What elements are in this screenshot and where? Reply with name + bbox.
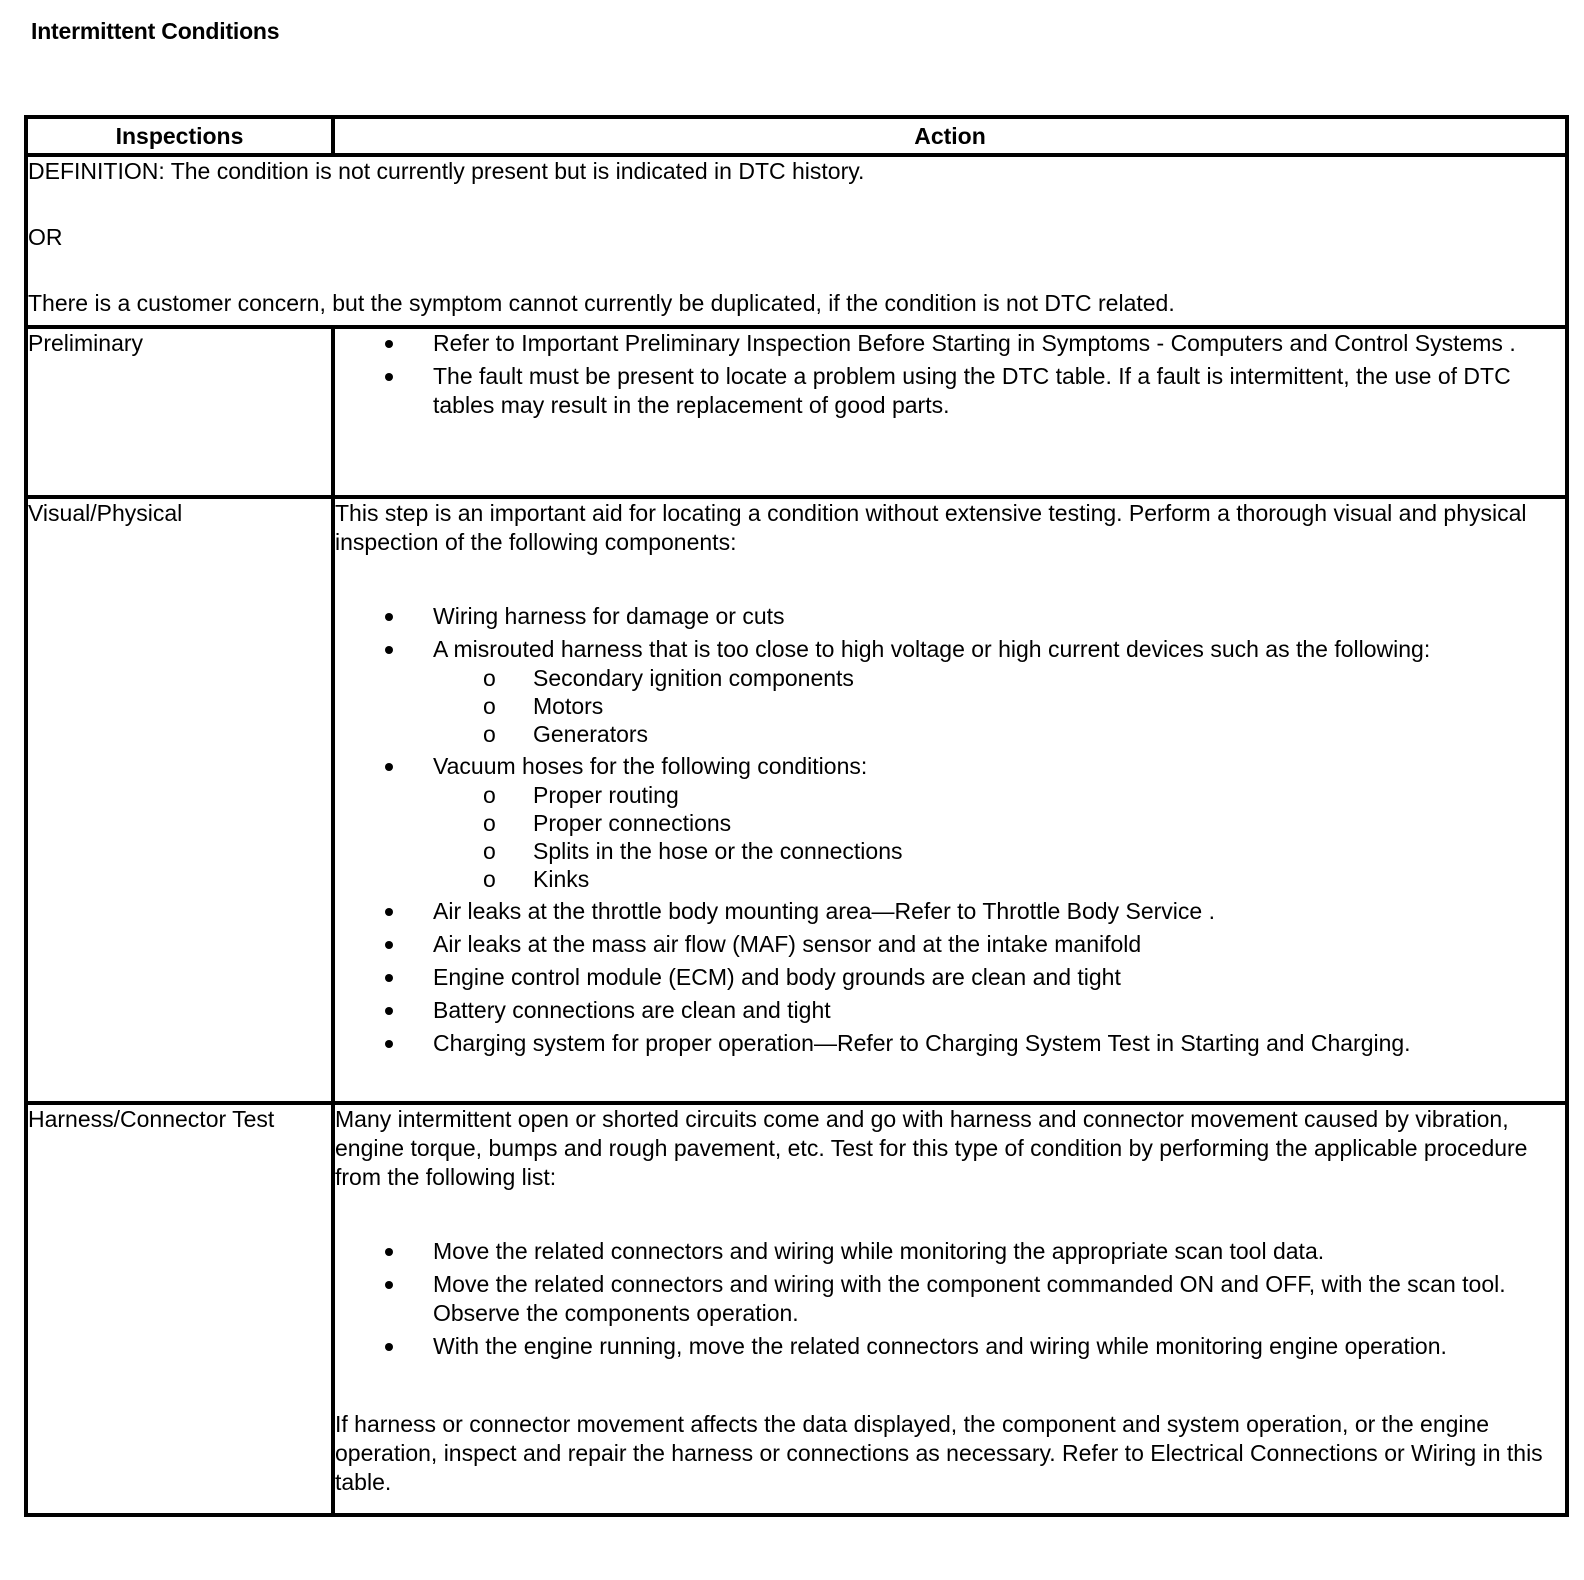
- sub-list-item: o Kinks: [483, 866, 590, 892]
- sub-list: [433, 781, 1565, 893]
- bullet-list: [335, 1237, 1565, 1361]
- circle-bullet-icon: o: [483, 838, 496, 864]
- list-item-text: Vacuum hoses for the following conditions:: [433, 753, 868, 779]
- list-item: [335, 930, 1565, 959]
- table-row: [26, 497, 1567, 1103]
- list-item-text: Charging system for proper operation—Refer to Charging System Test in Starting and Charging.: [433, 1030, 1411, 1056]
- inspection-cell-preliminary: Preliminary: [26, 327, 333, 497]
- sub-list-item: o Secondary ignition components: [483, 665, 854, 691]
- list-item: [335, 1029, 1565, 1058]
- action-cell-harness: [333, 1103, 1567, 1515]
- bullet-icon: [385, 763, 393, 771]
- header-inspections: Inspections: [26, 117, 333, 155]
- definition-text: DEFINITION: The condition is not currently present but is indicated in DTC history.: [28, 158, 865, 184]
- circle-bullet-icon: o: [483, 810, 496, 836]
- bullet-icon: [385, 1007, 393, 1015]
- action-cell-preliminary: [333, 327, 1567, 497]
- list-item: [335, 897, 1565, 926]
- bullet-icon: [385, 373, 393, 381]
- list-item-text: Battery connections are clean and tight: [433, 997, 831, 1023]
- action-cell-visual: [333, 497, 1567, 1103]
- bullet-icon: [385, 974, 393, 982]
- bullet-icon: [385, 646, 393, 654]
- bullet-icon: [385, 941, 393, 949]
- sub-list-item: o Splits in the hose or the connections: [483, 838, 903, 864]
- definition-cell: [26, 155, 1567, 327]
- header-action: Action: [333, 117, 1567, 155]
- outro-text: If harness or connector movement affects the data displayed, the component and system operation, or the engine operation, inspect and repair the harness or connections as necessary. Refer to Electrical Connections or Wiring in this table.: [335, 1411, 1543, 1495]
- sub-list: [433, 664, 1565, 748]
- bullet-icon: [385, 908, 393, 916]
- list-item-text: Air leaks at the throttle body mounting area—Refer to Throttle Body Service .: [433, 898, 1215, 924]
- list-item: [335, 1332, 1565, 1361]
- sub-list-item: o Motors: [483, 693, 604, 719]
- intermittent-conditions-table: [24, 115, 1569, 1517]
- list-item-text: Wiring harness for damage or cuts: [433, 603, 785, 629]
- list-item: [335, 1237, 1565, 1266]
- circle-bullet-icon: o: [483, 782, 496, 808]
- list-item: [335, 362, 1565, 420]
- sub-list-item: o Proper routing: [483, 782, 679, 808]
- list-item: [335, 1270, 1565, 1328]
- bullet-icon: [385, 340, 393, 348]
- list-item-text: A misrouted harness that is too close to high voltage or high current devices such as the following:: [433, 636, 1431, 662]
- bullet-icon: [385, 1040, 393, 1048]
- table-row: [26, 327, 1567, 497]
- list-item-text: Air leaks at the mass air flow (MAF) sensor and at the intake manifold: [433, 931, 1142, 957]
- list-item-text: With the engine running, move the related connectors and wiring while monitoring engine operation.: [433, 1333, 1447, 1359]
- list-item: [335, 602, 1565, 631]
- bullet-list: [335, 602, 1565, 1058]
- table-row: [26, 1103, 1567, 1515]
- list-item: [335, 635, 1565, 748]
- bullet-list: [335, 329, 1565, 420]
- sub-list-item: o Generators: [483, 721, 649, 747]
- header-row: [26, 117, 1567, 155]
- inspection-cell-harness: Harness/Connector Test: [26, 1103, 333, 1515]
- definition-alt-text: There is a customer concern, but the symptom cannot currently be duplicated, if the condition is not DTC related.: [28, 290, 1175, 316]
- bullet-icon: [385, 1343, 393, 1351]
- list-item-text: Engine control module (ECM) and body grounds are clean and tight: [433, 964, 1121, 990]
- list-item-text: Move the related connectors and wiring with the component commanded ON and OFF, with the scan tool. Observe the components operation.: [433, 1271, 1506, 1326]
- list-item: [335, 329, 1565, 358]
- circle-bullet-icon: o: [483, 866, 496, 892]
- bullet-icon: [385, 1248, 393, 1256]
- list-item-text: Move the related connectors and wiring while monitoring the appropriate scan tool data.: [433, 1238, 1325, 1264]
- sub-list-item: o Proper connections: [483, 810, 732, 836]
- definition-row: [26, 155, 1567, 327]
- list-item: [335, 996, 1565, 1025]
- list-item-text: The fault must be present to locate a problem using the DTC table. If a fault is intermittent, the use of DTC tables may result in the replacement of good parts.: [433, 363, 1511, 418]
- list-item-text: Refer to Important Preliminary Inspection Before Starting in Symptoms - Computers and Control Systems .: [433, 330, 1516, 356]
- list-item: [335, 752, 1565, 893]
- bullet-icon: [385, 1281, 393, 1289]
- intro-text: Many intermittent open or shorted circuits come and go with harness and connector movement caused by vibration, engine torque, bumps and rough pavement, etc. Test for this type of condition by performing the applicable procedure from the following list:: [335, 1106, 1528, 1190]
- circle-bullet-icon: o: [483, 721, 496, 747]
- circle-bullet-icon: o: [483, 693, 496, 719]
- page-title: Intermittent Conditions: [31, 18, 280, 44]
- definition-or: OR: [28, 224, 63, 250]
- inspection-cell-visual: Visual/Physical: [26, 497, 333, 1103]
- intro-text: This step is an important aid for locating a condition without extensive testing. Perform a thorough visual and physical inspection of the following components:: [335, 500, 1527, 555]
- list-item: [335, 963, 1565, 992]
- bullet-icon: [385, 613, 393, 621]
- circle-bullet-icon: o: [483, 665, 496, 691]
